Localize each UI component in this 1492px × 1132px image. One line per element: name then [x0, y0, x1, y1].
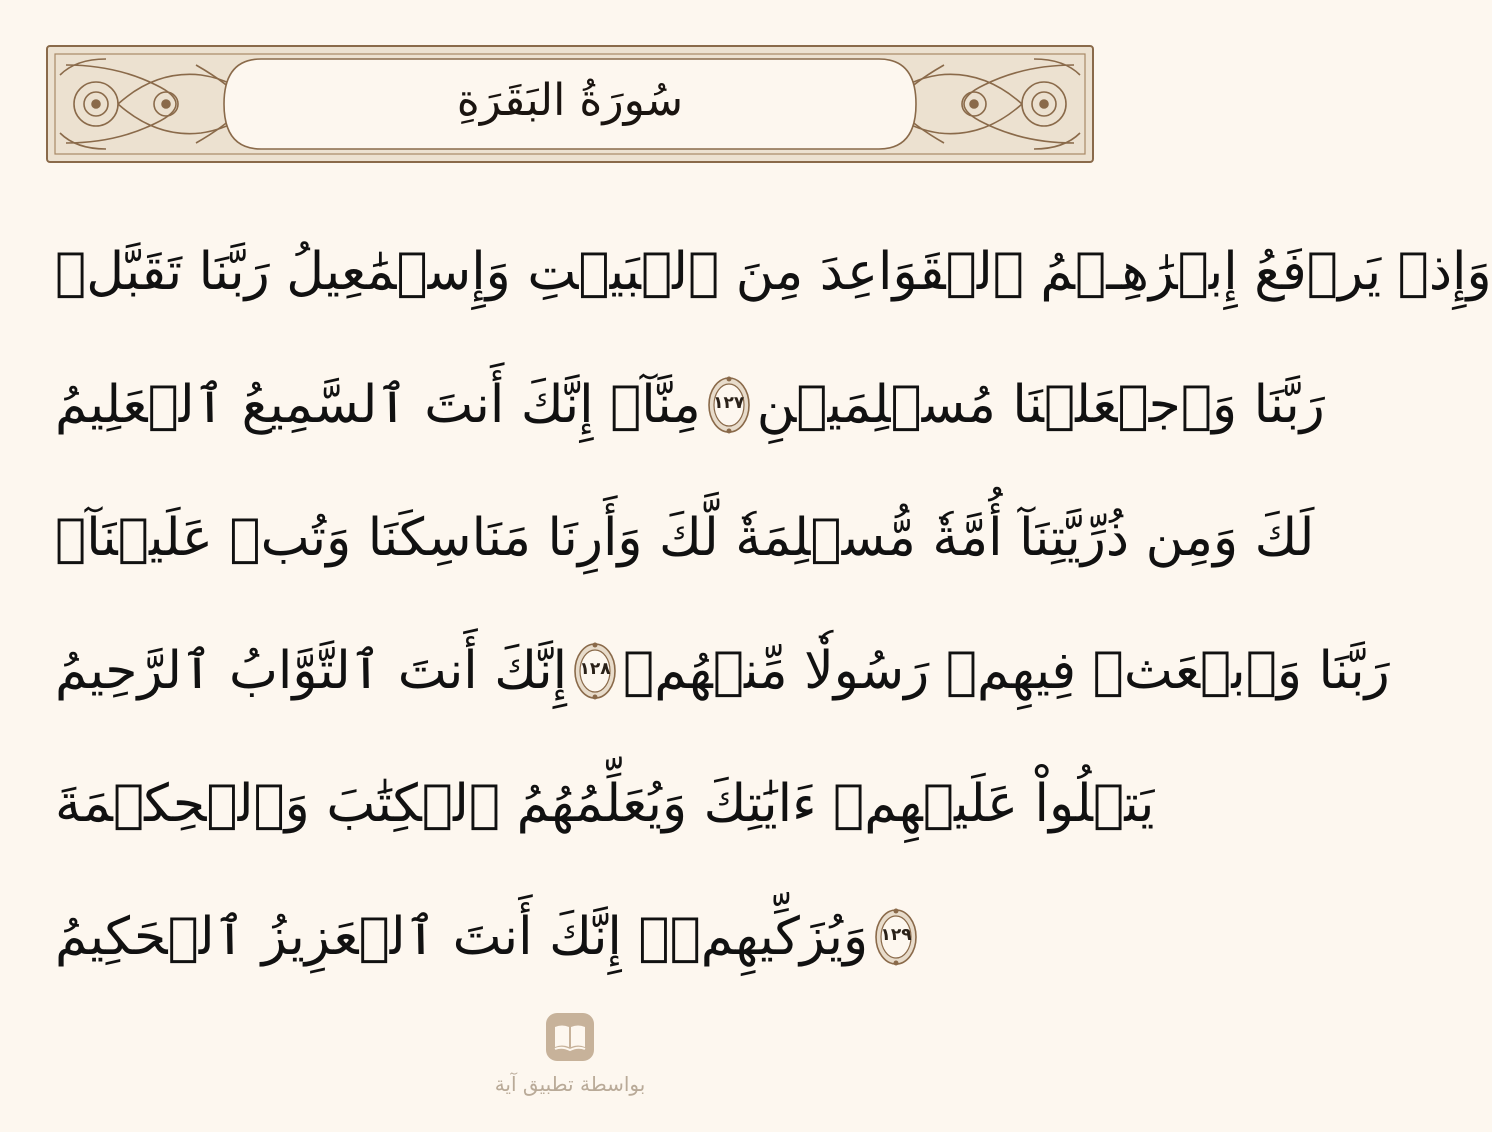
- verse-text: رَبَّنَا وَٱجۡعَلۡنَا مُسۡلِمَيۡنِ: [756, 374, 1325, 435]
- verse-line: [55, 737, 1155, 870]
- ayah-number: ١٢٩: [880, 924, 912, 945]
- verse-line: [55, 604, 1390, 737]
- verse-text: وَيُزَكِّيهِمۡۖ إِنَّكَ أَنتَ ٱلۡعَزِيزُ ٱلۡحَكِيمُ: [55, 906, 869, 967]
- ayah-number-marker: [573, 641, 617, 701]
- ayah-number: ١٢٧: [713, 392, 745, 413]
- ayah-number-marker: [874, 907, 918, 967]
- verse-text: مِنَّآۖ إِنَّكَ أَنتَ ٱلسَّمِيعُ ٱلۡعَلِيمُ: [55, 374, 701, 435]
- verse-line: [55, 471, 1315, 604]
- ayah-number-marker: [707, 375, 751, 435]
- verse-text: يَتۡلُواْ عَلَيۡهِمۡ ءَايَٰتِكَ وَيُعَلِّمُهُمُ ٱلۡكِتَٰبَ وَٱلۡحِكۡمَةَ: [55, 773, 1155, 834]
- verse-line: [55, 870, 1085, 1003]
- verse-text: إِنَّكَ أَنتَ ٱلتَّوَّابُ ٱلرَّحِيمُ: [55, 640, 568, 701]
- app-credit: بواسطة تطبيق آية: [494, 1072, 646, 1096]
- surah-header-banner: [46, 45, 1094, 163]
- surah-title: سُورَةُ البَقَرَةِ: [456, 75, 684, 126]
- verse-line: [55, 205, 1492, 338]
- quran-book-icon: [546, 1013, 594, 1061]
- ayah-number: ١٢٨: [579, 658, 611, 679]
- verse-text: رَبَّنَا وَٱبۡعَثۡ فِيهِمۡ رَسُولٗا مِّنۡهُمۡ: [623, 640, 1390, 701]
- verse-text: وَإِذۡ يَرۡفَعُ إِبۡرَٰهِـۧمُ ٱلۡقَوَاعِدَ مِنَ ٱلۡبَيۡتِ وَإِسۡمَٰعِيلُ رَبَّنَا تَقَبَّلۡ: [55, 241, 1492, 302]
- verse-text: لَكَ وَمِن ذُرِّيَّتِنَآ أُمَّةٗ مُّسۡلِمَةٗ لَّكَ وَأَرِنَا مَنَاسِكَنَا وَتُبۡ عَلَيۡنَآۖ: [55, 507, 1315, 568]
- verse-line: [55, 338, 1325, 471]
- verse-text-block: [55, 205, 1492, 1003]
